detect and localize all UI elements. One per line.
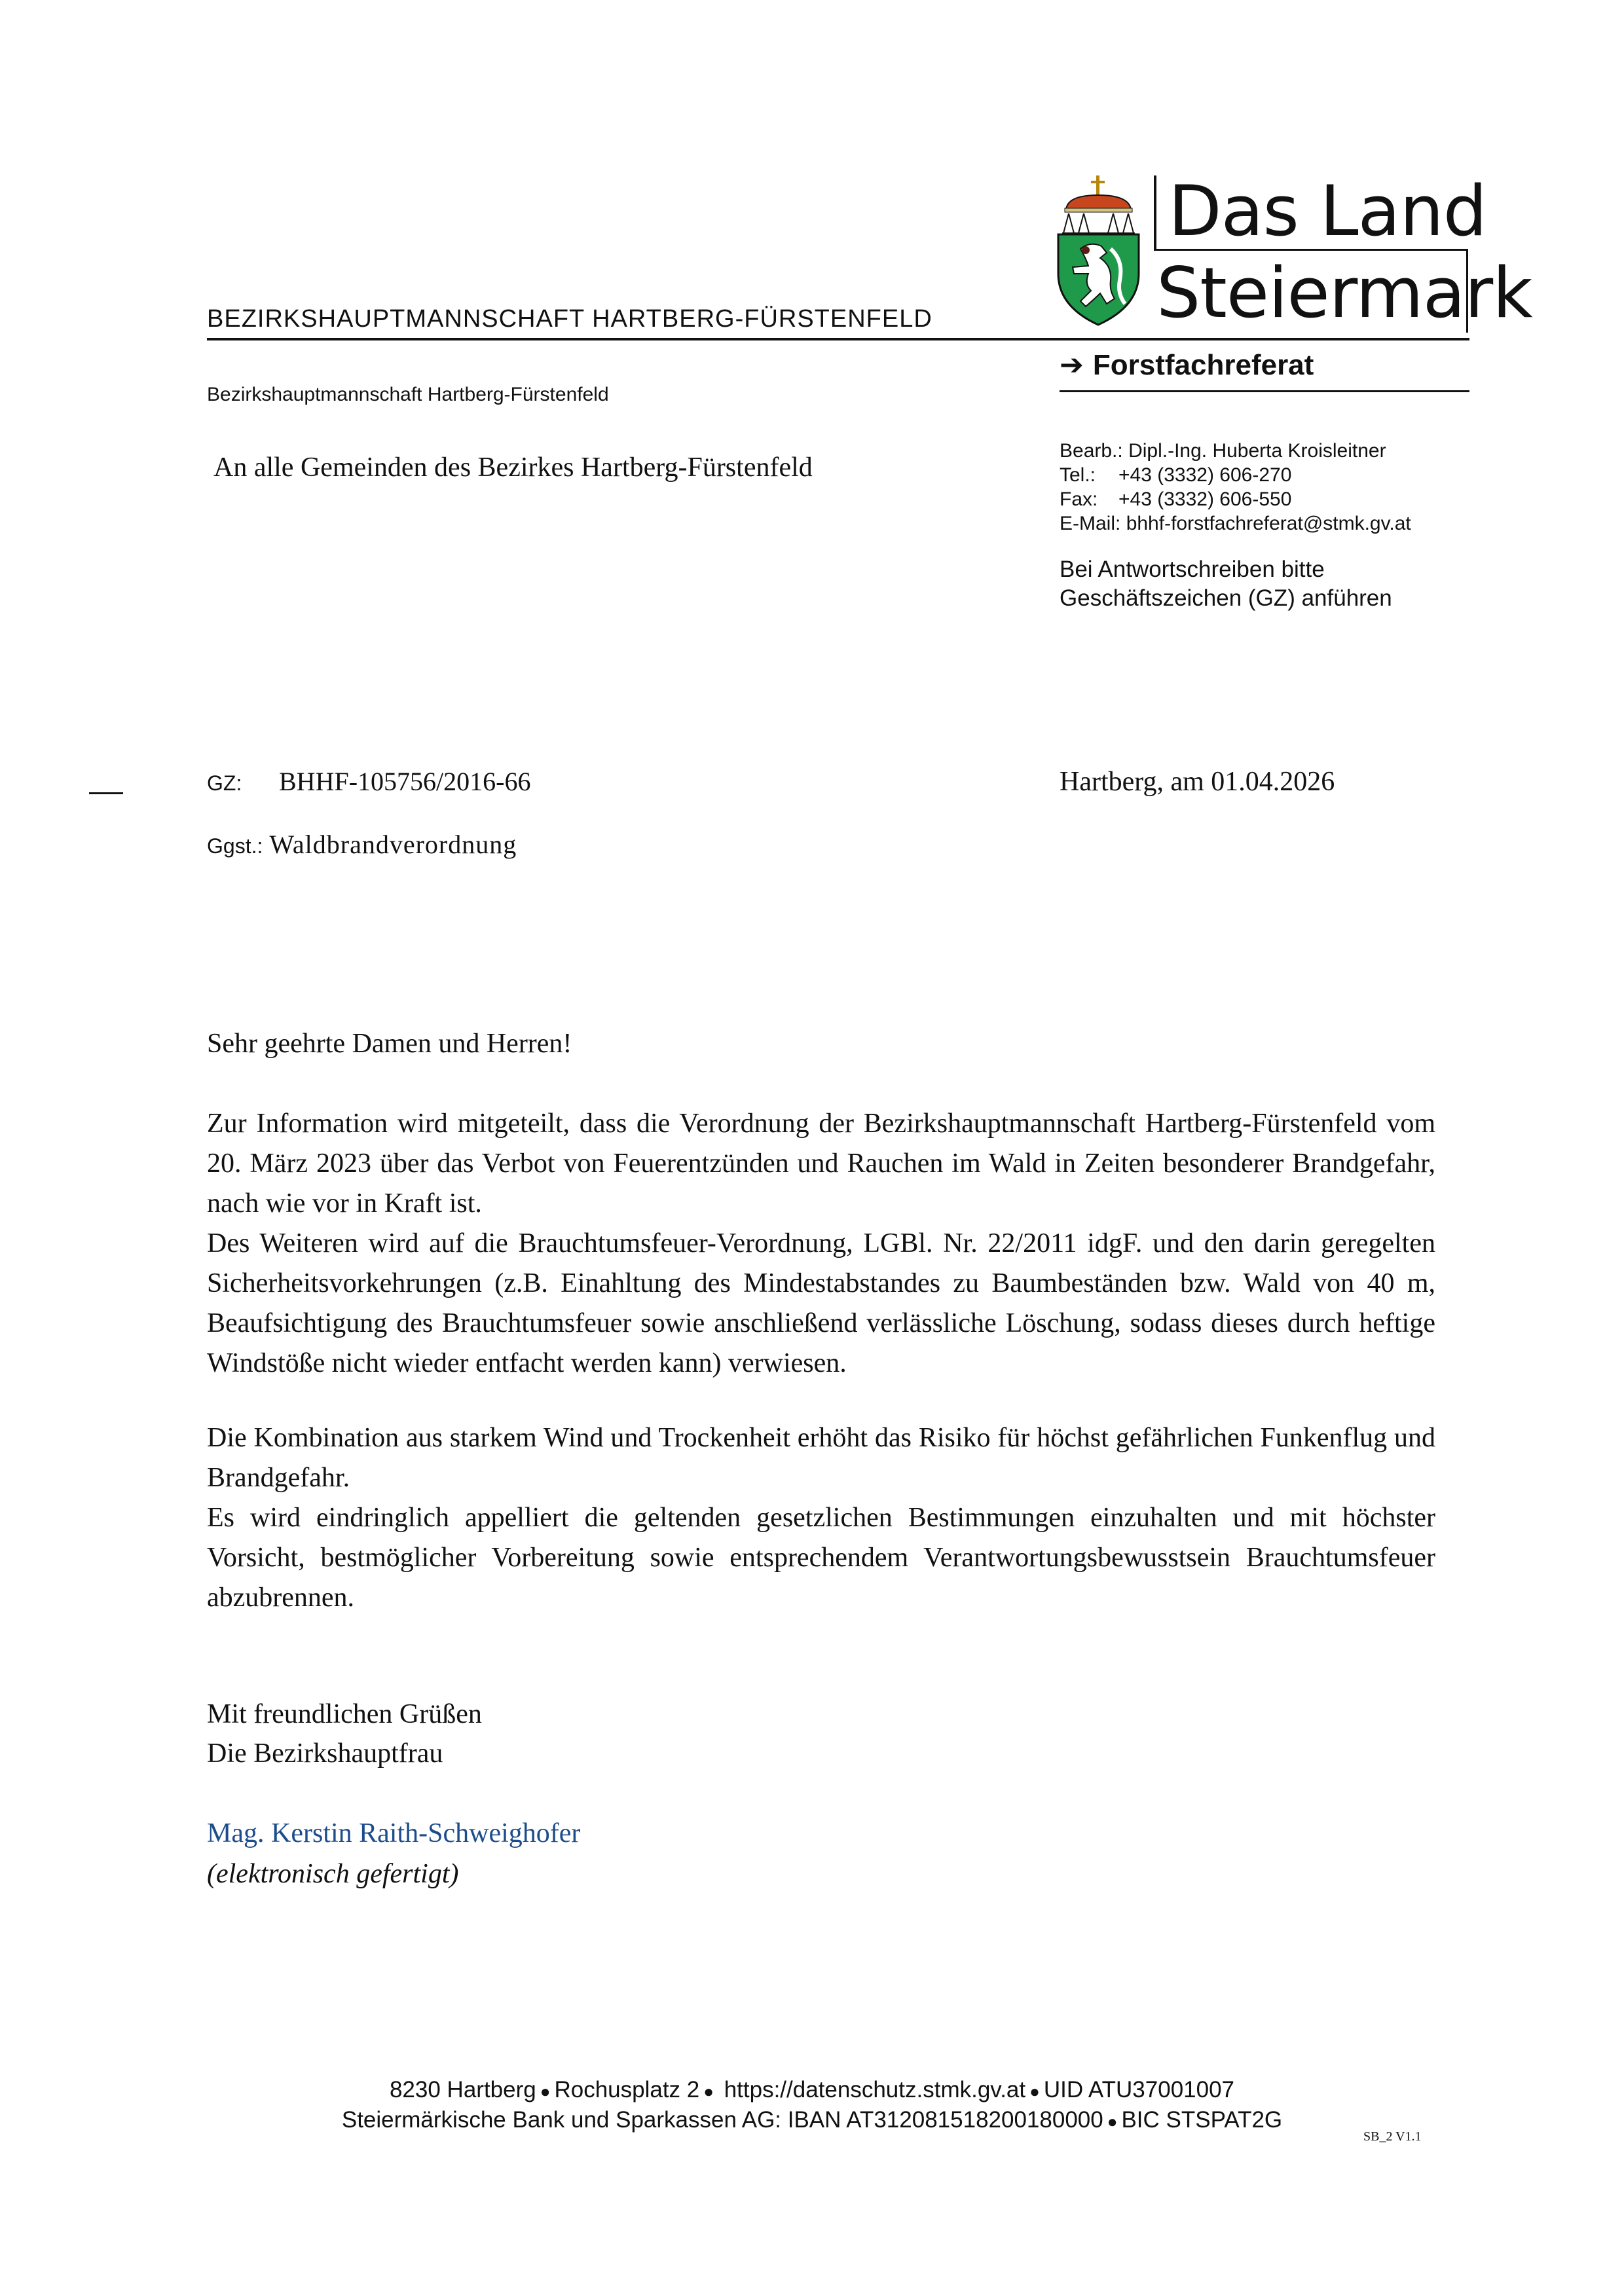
email-address: bhhf-forstfachreferat@stmk.gv.at	[1126, 513, 1411, 534]
reply-note-line: Geschäftszeichen (GZ) anführen	[1060, 585, 1392, 611]
subject-line	[207, 829, 517, 860]
reply-reference-note	[1060, 555, 1392, 613]
phone-line	[1060, 463, 1411, 487]
organization-title: BEZIRKSHAUPTMANNSCHAFT HARTBERG-FÜRSTENFELD	[207, 305, 932, 333]
arrow-right-icon: ➔	[1060, 349, 1084, 381]
phone-number: +43 (3332) 606-270	[1118, 464, 1292, 486]
electronic-signature-note: (elektronisch gefertigt)	[207, 1859, 459, 1889]
reference-label: GZ:	[207, 771, 242, 795]
body-text-block: Die Kombination aus starkem Wind und Trockenheit erhöht das Risiko für höchst gefährlichen Funkenflug und Brandgefahr.	[207, 1423, 1435, 1493]
clerk-line	[1060, 439, 1411, 463]
reference-number	[207, 766, 530, 797]
fax-line	[1060, 487, 1411, 511]
place-and-date: Hartberg, am 01.04.2026	[1060, 767, 1335, 797]
footer-address-line	[0, 2076, 1624, 2106]
reply-note-line: Bei Antwortschreiben bitte	[1060, 557, 1325, 582]
body-paragraph-2	[207, 1418, 1435, 1618]
body-text-block: Des Weiteren wird auf die Brauchtumsfeuer-Verordnung, LGBl. Nr. 22/2011 idgF. und den darin geregelten Sicherheitsvorkehrungen (z.B. Einahltung des Mindestabstandes zu Baumbeständen bzw. Wald von 40 m, Beaufsichtigung des Brauchtumsfeuer sowie anschließend verlässliche Löschung, sodass dieses durch heftige Windstöße nicht wieder entfacht werden kann) verwiesen.	[207, 1228, 1435, 1378]
email-line	[1060, 511, 1411, 536]
clerk-name: Dipl.-Ing. Huberta Kroisleitner	[1128, 440, 1386, 462]
recipient-address: An alle Gemeinden des Bezirkes Hartberg-Fürstenfeld	[213, 452, 813, 483]
reference-value: BHHF-105756/2016-66	[279, 767, 531, 796]
signer-name: Mag. Kerstin Raith-Schweighofer	[207, 1818, 581, 1848]
phone-label: Tel.:	[1060, 464, 1096, 486]
salutation: Sehr geehrte Damen und Herren!	[207, 1029, 572, 1059]
body-paragraph-1	[207, 1104, 1435, 1384]
department-divider	[1060, 390, 1469, 392]
closing-phrase: Mit freundlichen Grüßen	[207, 1699, 482, 1729]
bullet-icon: ●	[540, 2081, 551, 2101]
fax-number: +43 (3332) 606-550	[1118, 488, 1292, 510]
bullet-icon: ●	[1107, 2111, 1118, 2131]
logo-text-steiermark: Steiermark	[1156, 253, 1532, 333]
department-heading	[1060, 348, 1314, 382]
header-divider	[207, 338, 1469, 340]
bullet-icon: ●	[703, 2081, 714, 2101]
logo-text-das-land: Das Land	[1168, 171, 1486, 251]
footer-city: 8230 Hartberg	[389, 2077, 536, 2102]
subject-value: Waldbrandverordnung	[269, 830, 517, 859]
fax-label: Fax:	[1060, 488, 1098, 510]
clerk-label: Bearb.:	[1060, 440, 1123, 462]
bullet-icon: ●	[1029, 2081, 1040, 2101]
footer-uid: UID ATU37001007	[1043, 2077, 1235, 2102]
contact-block	[1060, 439, 1411, 536]
closing-block	[207, 1695, 482, 1773]
coat-of-arms-icon	[1054, 175, 1143, 326]
footer-street: Rochusplatz 2	[554, 2077, 700, 2102]
footer-iban: Steiermärkische Bank und Sparkassen AG: IBAN AT312081518200180000	[341, 2106, 1103, 2133]
subject-label: Ggst.:	[207, 834, 263, 858]
signer-title: Die Bezirkshauptfrau	[207, 1738, 443, 1769]
email-label: E-Mail:	[1060, 513, 1121, 534]
department-label: Forstfachreferat	[1092, 349, 1314, 381]
footer	[0, 2076, 1624, 2136]
body-text-block: Es wird eindringlich appelliert die geltenden gesetzlichen Bestimmungen einzuhalten und mit höchster Vorsicht, bestmöglicher Vorbereitung sowie entsprechendem Verantwortungsbewusstsein Brauchtumsfeuer abzubrennen.	[207, 1503, 1435, 1613]
sender-return-address: Bezirkshauptmannschaft Hartberg-Fürstenfeld	[207, 384, 609, 405]
logo-wordmark	[1154, 171, 1532, 333]
body-text-block: Zur Information wird mitgeteilt, dass die Verordnung der Bezirkshauptmannschaft Hartberg-Fürstenfeld vom 20. März 2023 über das Verbot von Feuerentzünden und Rauchen im Wald in Zeiten besonderer Brandgefahr, nach wie vor in Kraft ist.	[207, 1109, 1435, 1219]
fold-mark	[89, 792, 123, 794]
footer-bic: BIC STSPAT2G	[1121, 2106, 1283, 2133]
form-version-code: SB_2 V1.1	[1363, 2129, 1422, 2144]
footer-privacy-link[interactable]: https://datenschutz.stmk.gv.at	[724, 2077, 1026, 2102]
logo-divider	[1154, 175, 1156, 249]
